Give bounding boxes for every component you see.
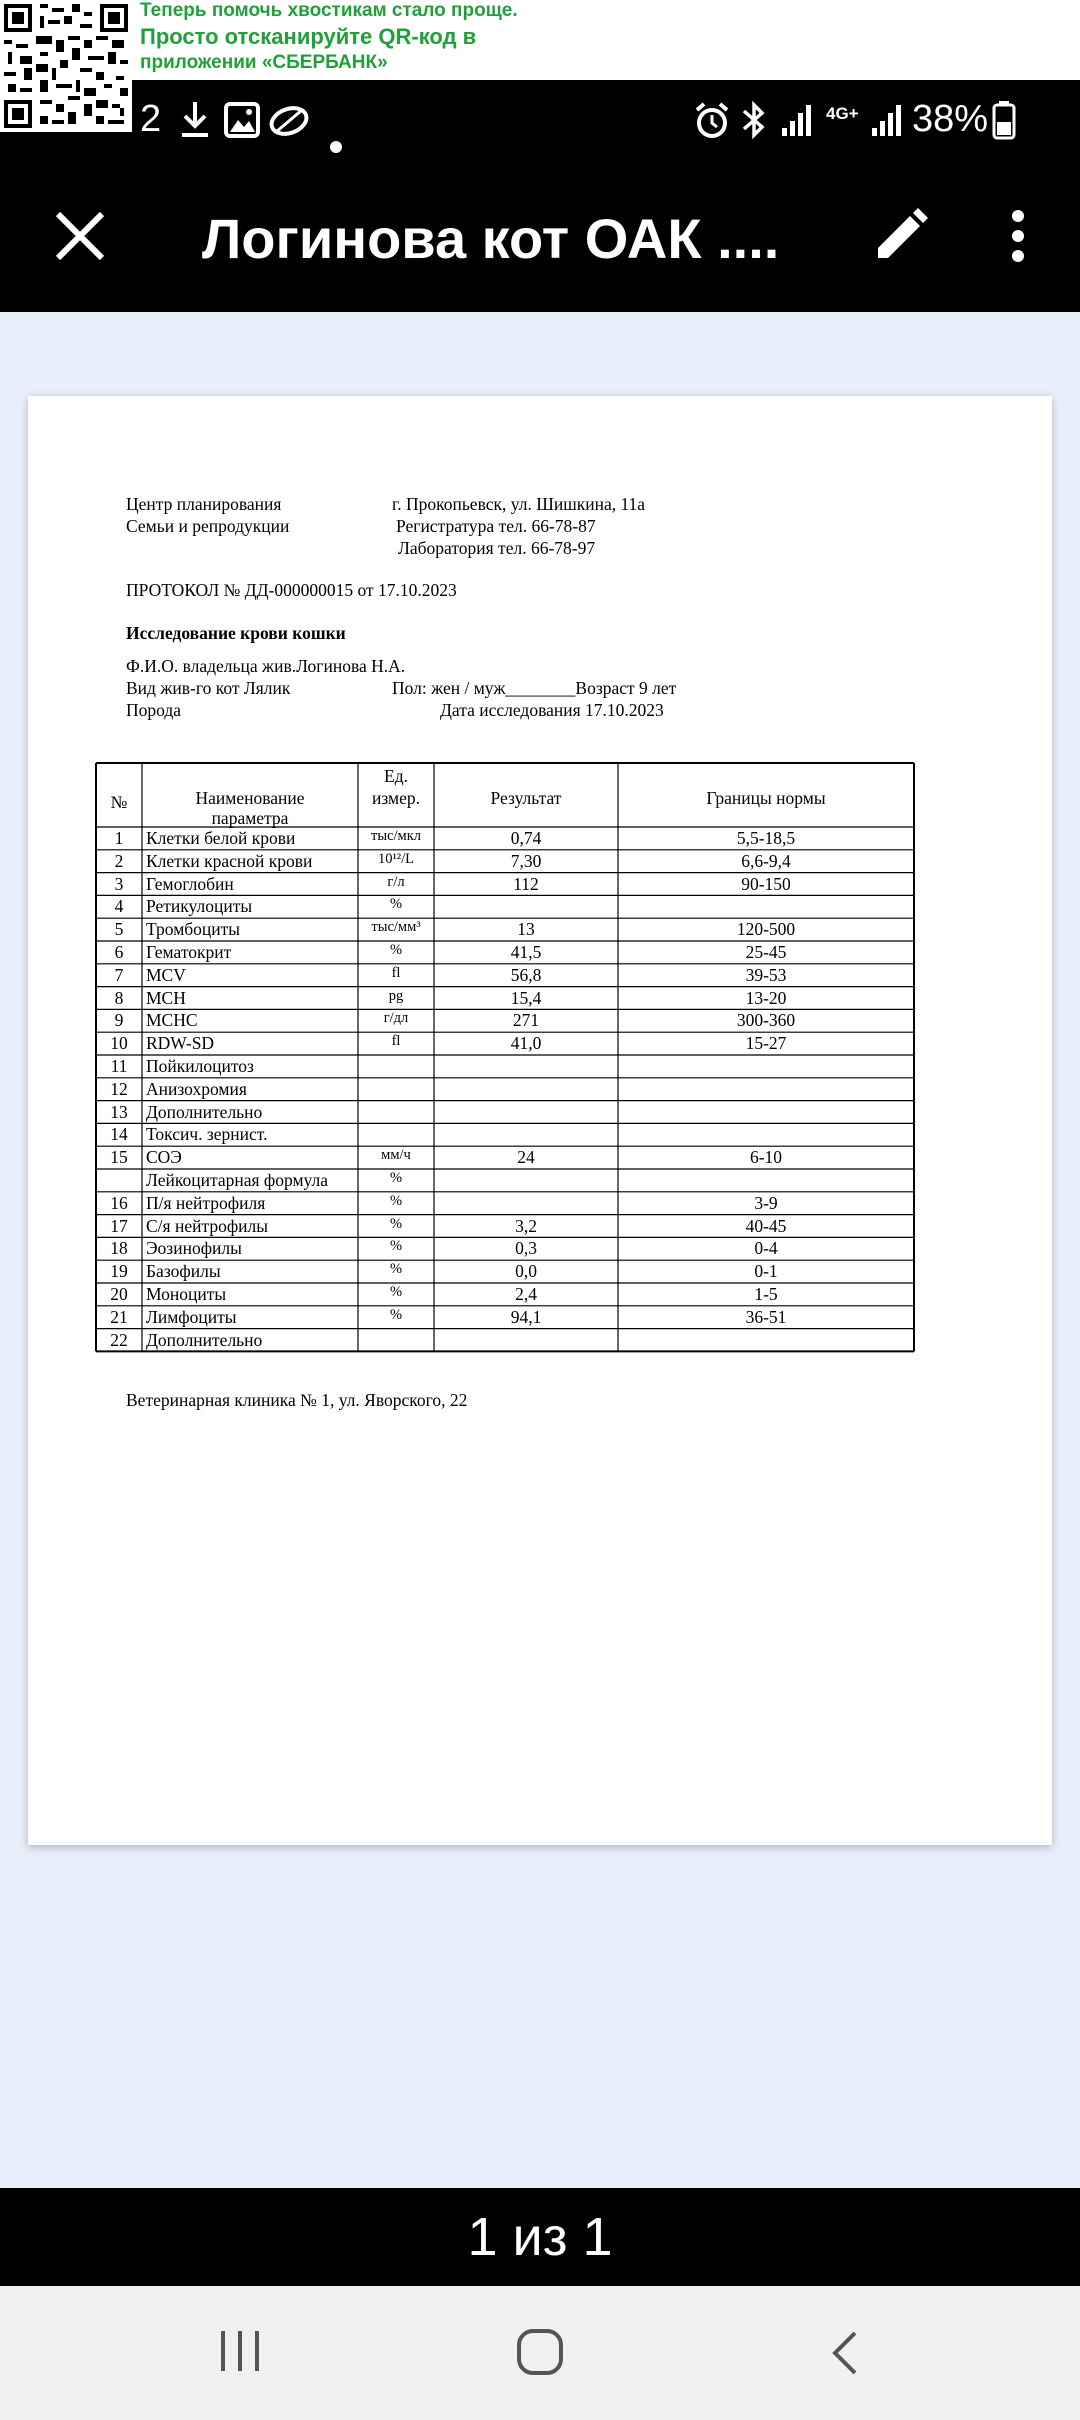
row-number: 9 (114, 1010, 124, 1031)
row-number: 17 (110, 1215, 128, 1236)
row-number: 16 (110, 1192, 128, 1213)
row-number: 12 (110, 1078, 128, 1099)
row-number: 22 (110, 1329, 128, 1350)
row-range: 6-10 (749, 1147, 783, 1168)
row-number: 20 (110, 1284, 128, 1304)
row-range: 13-20 (745, 987, 787, 1008)
row-number: 6 (114, 942, 124, 962)
row-unit: % (389, 1215, 403, 1232)
battery-percent: 38% (912, 98, 989, 140)
row-unit: % (389, 1170, 403, 1186)
row-range: 40-45 (745, 1215, 787, 1236)
row-number: 10 (110, 1033, 128, 1054)
row-range: 120-500 (736, 919, 796, 940)
row-result: 112 (513, 873, 539, 894)
row-parameter: Базофилы (146, 1261, 221, 1282)
row-unit: % (389, 1261, 403, 1278)
row-range: 0-4 (754, 1238, 778, 1259)
row-unit: мм/ч (381, 1147, 411, 1164)
row-parameter: С/я нейтрофилы (146, 1215, 269, 1236)
row-result: 2,4 (515, 1284, 537, 1304)
row-range: 39-53 (745, 964, 787, 985)
row-range: 5,5-18,5 (736, 828, 796, 848)
row-unit: fl (391, 1033, 401, 1050)
banner-line-3: приложении «СБЕРБАНК» (140, 52, 388, 73)
header-num: № (110, 792, 128, 812)
row-unit: тыс/мм³ (371, 919, 421, 936)
document-title: Логинова кот ОАК .... (202, 207, 780, 270)
row-parameter: MCV (146, 964, 186, 985)
row-unit: 10¹²/L (377, 850, 415, 867)
row-range: 90-150 (741, 873, 791, 894)
promo-banner (0, 0, 1080, 80)
study-title: Исследование крови кошки (126, 623, 346, 643)
gallery-icon (224, 102, 260, 148)
download-icon (178, 100, 212, 150)
row-result: 41,5 (510, 942, 542, 962)
header-result: Результат (490, 788, 562, 808)
row-unit: % (389, 942, 403, 958)
back-icon[interactable] (830, 2330, 860, 2381)
row-range: 15-27 (745, 1033, 787, 1054)
signal-icon (780, 102, 814, 148)
row-unit: pg (388, 987, 404, 1004)
row-result: 271 (512, 1010, 540, 1031)
org-lab: Лаборатория тел. 66-78-97 (398, 538, 596, 558)
row-parameter: Дополнительно (146, 1101, 263, 1122)
row-parameter: Гематокрит (146, 942, 232, 962)
battery-icon (992, 100, 1016, 150)
row-parameter: MCH (146, 987, 186, 1008)
row-parameter: Лейкоцитарная формула (146, 1170, 329, 1190)
row-range: 1-5 (754, 1284, 778, 1304)
row-parameter: Дополнительно (146, 1329, 263, 1350)
row-range: 0-1 (754, 1261, 778, 1282)
dot-icon (330, 120, 342, 163)
qr-code-icon (0, 0, 132, 132)
page-indicator (0, 2188, 1080, 2286)
row-parameter: RDW-SD (146, 1033, 215, 1054)
row-unit: % (389, 1306, 403, 1323)
row-number: 1 (114, 828, 124, 848)
row-number: 18 (110, 1238, 128, 1259)
row-result: 0,3 (515, 1238, 537, 1259)
alarm-icon (694, 102, 730, 150)
row-unit: % (389, 1238, 403, 1255)
header-param-2: параметра (211, 808, 289, 828)
results-table (28, 396, 1052, 1845)
header-unit-2: измер. (372, 788, 420, 808)
row-parameter: Эозинофилы (146, 1238, 242, 1259)
row-unit: г/л (387, 873, 405, 890)
notification-count: 2 (140, 98, 162, 140)
row-parameter: Токсич. зернист. (146, 1124, 268, 1145)
row-parameter: Клетки красной крови (146, 850, 313, 871)
app-notification-icon (268, 104, 310, 148)
row-result: 15,4 (510, 987, 542, 1008)
row-result: 0,0 (515, 1261, 537, 1282)
row-parameter: П/я нейтрофиля (146, 1192, 266, 1213)
header-range: Границы нормы (706, 788, 826, 808)
row-result: 0,74 (510, 828, 542, 848)
row-number: 7 (114, 964, 124, 985)
protocol-number: ПРОТОКОЛ № ДД-000000015 от 17.10.2023 (126, 580, 457, 600)
app-bar (0, 162, 1080, 312)
row-result: 7,30 (510, 850, 542, 871)
status-bar (0, 80, 1080, 162)
row-number: 3 (114, 873, 124, 894)
org-line-2: Семьи и репродукции (126, 516, 290, 536)
row-unit: % (389, 1192, 403, 1209)
clinic-footer: Ветеринарная клиника № 1, ул. Яворского, 22 (126, 1390, 468, 1410)
document-page[interactable] (28, 396, 1052, 1845)
row-parameter: СОЭ (146, 1147, 182, 1168)
row-parameter: MCHC (146, 1010, 198, 1031)
recent-apps-icon[interactable] (218, 2328, 262, 2379)
bluetooth-icon (740, 100, 768, 150)
banner-line-1: Теперь помочь хвостикам стало проще. (140, 0, 518, 21)
row-range: 300-360 (736, 1010, 796, 1031)
row-range: 25-45 (745, 942, 787, 962)
row-range: 6,6-9,4 (741, 850, 791, 871)
navigation-bar (0, 2286, 1080, 2420)
animal-info: Вид жив-го кот Лялик (126, 678, 291, 698)
signal-icon-2 (870, 102, 904, 148)
row-parameter: Анизохромия (146, 1078, 247, 1099)
study-date: Дата исследования 17.10.2023 (440, 700, 664, 720)
row-number: 15 (110, 1147, 128, 1168)
row-number: 14 (110, 1124, 128, 1145)
row-parameter: Тромбоциты (146, 919, 241, 940)
row-parameter: Клетки белой крови (146, 828, 296, 848)
row-parameter: Гемоглобин (146, 873, 234, 894)
breed: Порода (126, 700, 182, 720)
row-number: 11 (110, 1056, 128, 1076)
header-param-1: Наименование (195, 788, 305, 808)
row-number: 19 (110, 1261, 128, 1282)
row-result: 94,1 (510, 1306, 542, 1327)
row-result: 13 (517, 919, 535, 940)
close-icon[interactable] (52, 208, 108, 269)
row-number: 2 (114, 850, 124, 871)
pencil-icon[interactable] (870, 206, 930, 271)
row-result: 41,0 (510, 1033, 542, 1054)
owner-name: Ф.И.О. владельца жив.Логинова Н.А. (126, 656, 406, 676)
row-unit: fl (391, 964, 401, 981)
row-parameter: Пойкилоцитоз (146, 1056, 254, 1076)
row-result: 3,2 (515, 1215, 537, 1236)
row-unit: тыс/мкл (371, 828, 421, 844)
row-number: 21 (110, 1306, 128, 1327)
row-number: 4 (114, 896, 124, 917)
row-result: 56,8 (510, 964, 542, 985)
banner-line-2: Просто отсканируйте QR-код в (140, 24, 477, 49)
row-parameter: Ретикулоциты (146, 896, 253, 917)
home-icon[interactable] (516, 2328, 564, 2381)
org-registry: Регистратура тел. 66-78-87 (396, 516, 596, 536)
network-type: 4G+ (826, 104, 859, 123)
row-unit: % (389, 1284, 403, 1300)
org-line-1: Центр планирования (126, 494, 282, 514)
row-unit: г/дл (383, 1010, 409, 1027)
row-unit: % (389, 896, 403, 913)
row-result: 24 (517, 1147, 535, 1168)
row-range: 3-9 (754, 1192, 778, 1213)
row-parameter: Моноциты (146, 1284, 227, 1304)
row-parameter: Лимфоциты (146, 1306, 237, 1327)
row-number: 8 (114, 987, 124, 1008)
header-unit-1: Ед. (384, 766, 408, 786)
more-vert-icon[interactable] (1006, 208, 1030, 269)
row-number: 13 (110, 1101, 128, 1122)
row-range: 36-51 (745, 1306, 787, 1327)
sex-age: Пол: жен / муж________Возраст 9 лет (392, 678, 677, 698)
page-counter: 1 из 1 (467, 2207, 613, 2267)
org-address: г. Прокопьевск, ул. Шишкина, 11а (392, 494, 646, 514)
row-number: 5 (114, 919, 124, 940)
